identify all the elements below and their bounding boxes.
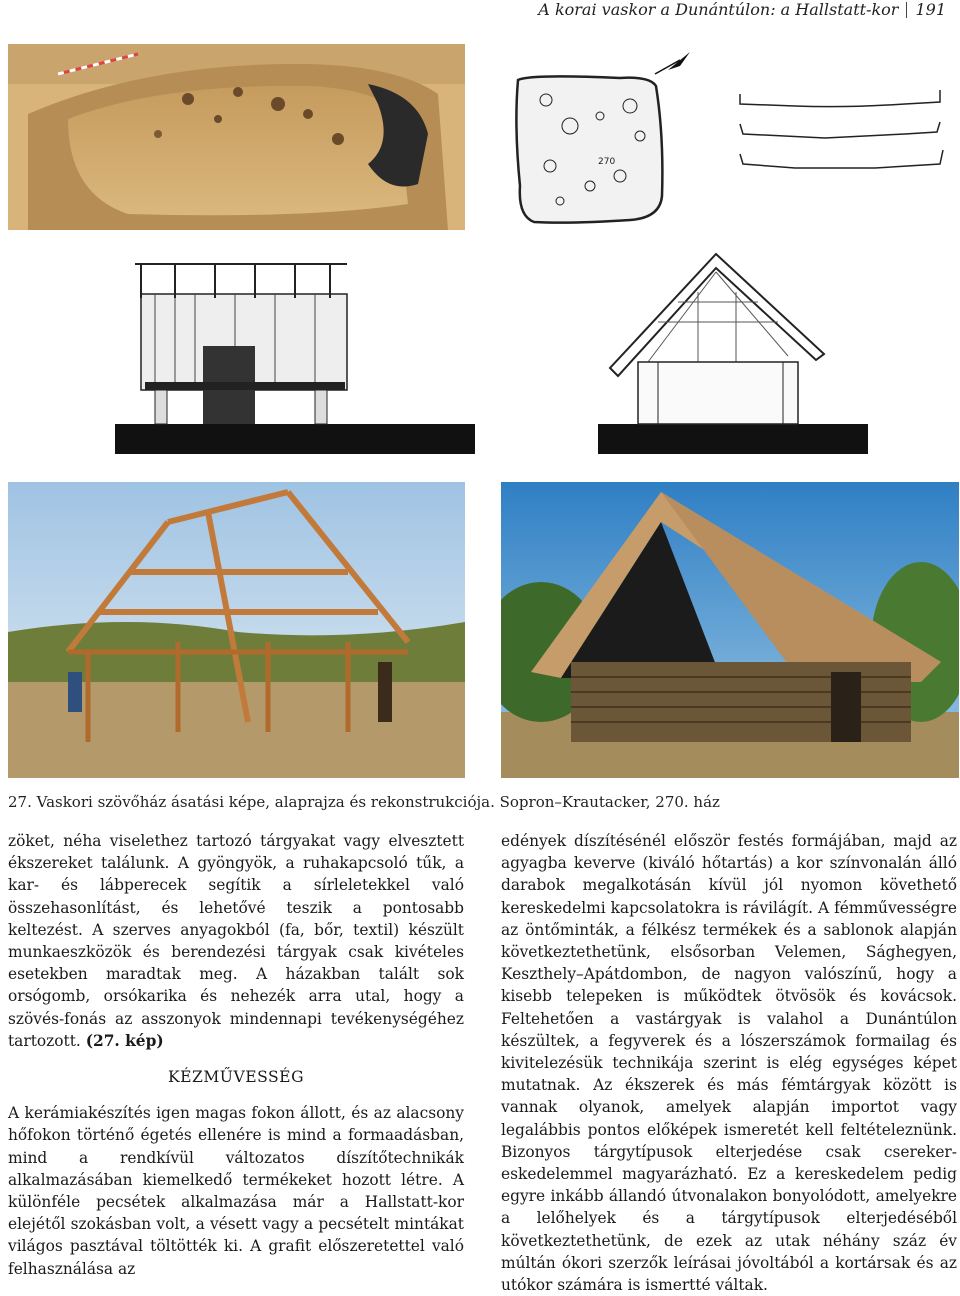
house-cross-section-drawing: [598, 252, 868, 454]
thatched-house-photo: [501, 482, 959, 778]
running-header: [538, 0, 946, 19]
figure-caption: 27. Vaskori szövőház ásatási képe, alaprajza és rekonstrukciója. Sopron–Krautacker, 270. ház: [8, 793, 720, 811]
excavation-photo: [8, 44, 465, 230]
timber-frame-photo: [8, 482, 465, 778]
ground-plan-drawing: [490, 46, 705, 236]
right-paragraph: edények díszítésénél először festés formájában, majd az agyagba keverve (kiváló hőtartás) a kor színvonalán álló darabok megalkotásán kívül jól nyomon követhető kereskedelmi kapcsolatokra is rávilágít. A fémművességre az öntőminták, a félkész termékek és a sablonok alapján következtethetünk, elsősorban Velemen, Sághegyen, Keszthely–Apátdombon, de nagyon valószínű, hogy a kisebb telepeken is működtek ötvösök és kovácsok. Feltehetően a vastárgyak is valahol a Dunántúlon készültek, a fegyverek és a lószerszámok formailag és kivitelezésük technikája szerint is elég egységes képet mutatnak. Az ékszerek és más fémtárgyak között is vannak olyanok, amelyek alapján importot vagy legalábbis pontos előképek ismeretét kell feltételeznünk. Bizonyos tárgytípusok elterjedése csak cserekereskedelemmel magyarázható. Ez a kereskedelem pedig egyre inkább állandó útvonalakon bonyolódott, amelyekre a lelőhelyek és a tárgytípusok elterjedéséből következtethetünk, de ezek az utak néhány száz év múltán ókori szerzők leírásai jóvoltából a kortársak és az utókor számára is ismertté váltak.: [501, 832, 957, 1295]
running-header-title: A korai vaskor a Dunántúlon: a Hallstatt-kor: [538, 0, 899, 19]
figure-reference: (27. kép): [85, 1031, 164, 1050]
right-column: [501, 830, 957, 1296]
page-number: 191: [915, 0, 946, 19]
header-divider: [906, 2, 907, 18]
left-column: [8, 830, 464, 1280]
section-profiles: [735, 82, 957, 182]
left-paragraph-1-text: zöket, néha viselethez tartozó tárgyakat vagy elvesztett ékszereket találunk. A gyöngyök, a ruhakapcsoló tűk, a kar- és lábperecek segítik a sírleletekkel való összehasonlítást, és lehetővé teszik a pontosabb keltezést. A szerves anyagokból (fa, bőr, textil) készült munkaeszközök és berendezési tárgyak csak kivételes esetekben maradtak meg. A házakban talált sok orsógomb, orsókarika és nehezék arra utal, hogy a szövés-fonás az asszonyok mindennapi tevékenységéhez tartozott.: [8, 832, 464, 1050]
left-paragraph-1: [8, 830, 464, 1052]
section-title: KÉZMŰVESSÉG: [167, 1068, 305, 1087]
left-paragraph-2: A kerámiakészítés igen magas fokon állott, és az alacsony hőfokon történő égetés ellenére is mind a formaadásban, mind a rendkívül változatos díszítőtechnikák alkalmazásában kiemelkedő termékeket hozott létre. A különféle pecsétek alkalmazása már a Hallstatt-kor elejétől szokásban volt, a vésett vagy a pecsételt mintákat világos pasztával töltötték ki. A grafit előszeretettel való felhasználása az: [8, 1104, 464, 1278]
house-elevation-drawing: [115, 258, 475, 454]
plan-label: 270: [598, 157, 616, 167]
